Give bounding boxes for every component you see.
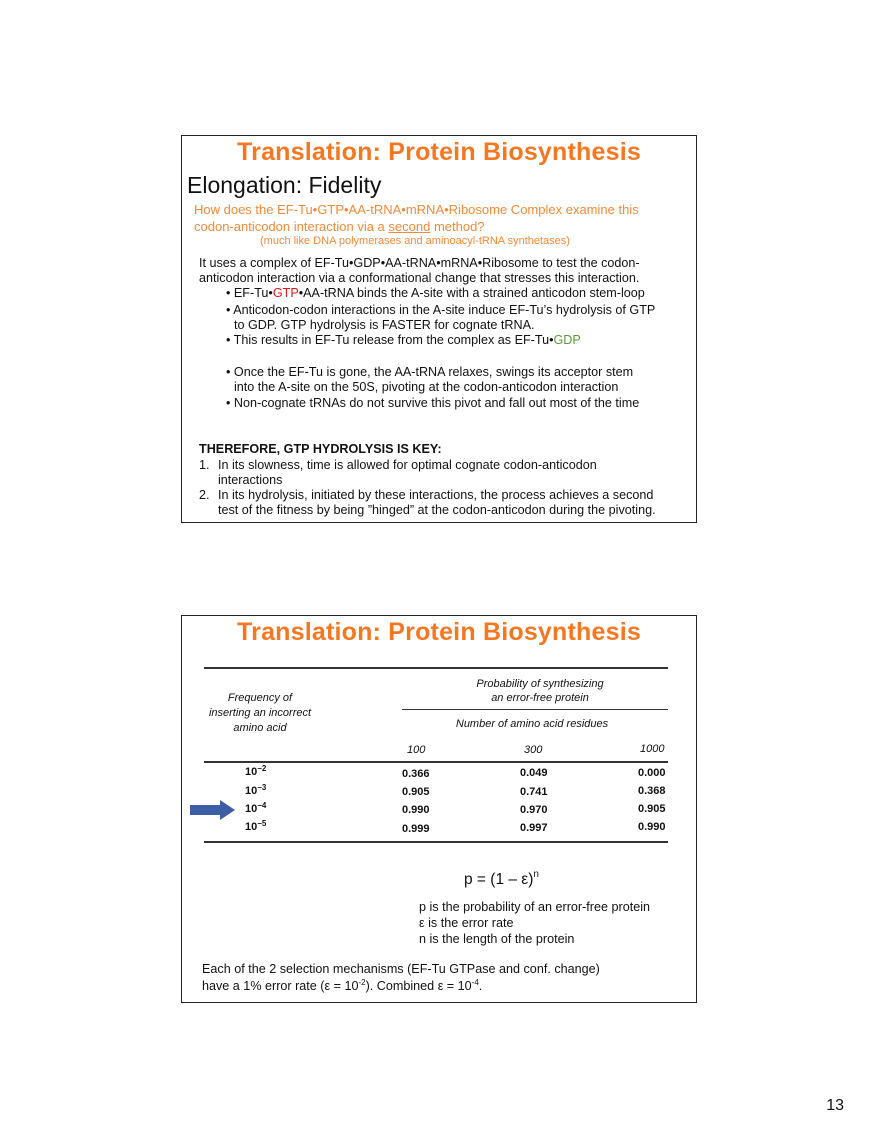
footer-line-2: have a 1% error rate $(\varepsilon = 10^{-2})$. Combined $\varepsilon = 10^{-4}$. [202,978,483,994]
item-1-line-1: In its slowness, time is allowed for optimal cognate codon-anticodon [218,458,597,472]
slide-title: Translation: Protein Biosynthesis [237,618,641,646]
definition-epsilon: ε is the error rate [419,916,514,930]
question-line-1: How does the EF-Tu•GTP•AA-tRNA•mRNA•Ribosome Complex examine this [194,202,639,217]
therefore-heading: THEREFORE, GTP HYDROLYSIS IS KEY: [199,442,442,456]
gtp-highlight: GTP [272,286,299,300]
question-note: (much like DNA polymerases and aminoacyl-tRNA synthetases) [260,235,570,247]
table-row-2-col-1000: 0.368 [638,785,666,797]
slide-elongation-fidelity [181,135,697,523]
bullet-3: • This results in EF-Tu release from the complex as EF-Tu•GDP [226,333,581,347]
table-row-1-col-1000: 0.000 [638,767,666,779]
arrow-right-icon [189,799,237,821]
table-row-1-col-100: 0.366 [402,768,430,780]
table-row-1-rate: $10^{-2}$ [245,764,267,778]
header-rule [402,709,668,710]
bullet-2-line-2: to GDP. GTP hydrolysis is FASTER for cognate tRNA. [234,318,535,332]
row-header-line-2: inserting an incorrect [208,707,312,719]
table-top-rule [204,667,668,669]
header-bottom-rule [204,761,668,763]
prob-header-line-2: an error-free protein [491,692,589,704]
emphasis-second: second [388,219,431,234]
table-row-4-col-1000: 0.990 [638,821,666,833]
question-line-2: codon-anticodon interaction via a second method? [194,219,485,234]
bullet-2-line-1: • Anticodon-codon interactions in the A-site induce EF-Tu’s hydrolysis of GTP [226,303,656,317]
intro-line-2: anticodon interaction via a conformational change that stresses this interaction. [199,271,640,285]
item-1-line-2: interactions [218,473,283,487]
col-header-1000: 1000 [640,743,665,755]
bullet-4-line-1: • Once the EF-Tu is gone, the AA-tRNA relaxes, swings its acceptor stem [226,365,634,379]
slide-subtitle: Elongation: Fidelity [187,172,382,198]
definition-n: n is the length of the protein [419,932,575,946]
table-row-4-rate: $10^{-5}$ [245,819,267,833]
col-header-100: 100 [407,744,426,756]
item-1-number: 1. [199,458,210,472]
table-row-1-col-300: 0.049 [520,767,548,779]
row-header-line-3: amino acid [233,722,287,734]
gdp-highlight: GDP [553,333,581,347]
table-row-4-col-100: 0.999 [402,823,430,835]
page-number: 13 [826,1097,844,1114]
table-row-2-col-300: 0.741 [520,786,548,798]
item-2-number: 2. [199,488,210,502]
row-header-line-1: Frequency of [227,692,293,704]
table-row-3-col-100: 0.990 [402,804,430,816]
table-row-4-col-300: 0.997 [520,822,548,834]
definition-p: p is the probability of an error-free protein [419,900,651,914]
error-free-formula: p = (1 – ε)$^n$ [464,869,539,888]
footer-line-1: Each of the 2 selection mechanisms (EF-Tu GTPase and conf. change) [202,962,600,976]
bullet-4-line-2: into the A-site on the 50S, pivoting at the codon-anticodon interaction [234,380,619,394]
bullet-1: • EF-Tu•GTP•AA-tRNA binds the A-site with a strained anticodon stem-loop [226,286,645,300]
slide-error-rate-table [181,615,697,1003]
table-row-3-col-300: 0.970 [520,804,548,816]
bullet-5: • Non-cognate tRNAs do not survive this pivot and fall out most of the time [226,396,640,410]
residues-header: Number of amino acid residues [455,718,609,730]
table-row-2-col-100: 0.905 [402,786,430,798]
table-row-3-col-1000: 0.905 [638,803,666,815]
table-row-3-rate: $10^{-4}$ [245,801,267,815]
table-row-2-rate: $10^{-3}$ [245,783,267,797]
col-header-300: 300 [524,744,543,756]
item-2-line-2: test of the fitness by being ”hinged” at the codon-anticodon during the pivoting. [218,503,656,517]
table-bottom-rule [204,841,668,843]
item-2-line-1: In its hydrolysis, initiated by these interactions, the process achieves a second [218,488,654,502]
prob-header-line-1: Probability of synthesizing [476,678,604,690]
slide-title: Translation: Protein Biosynthesis [237,138,641,166]
intro-line-1: It uses a complex of EF-Tu•GDP•AA-tRNA•mRNA•Ribosome to test the codon- [199,256,640,270]
